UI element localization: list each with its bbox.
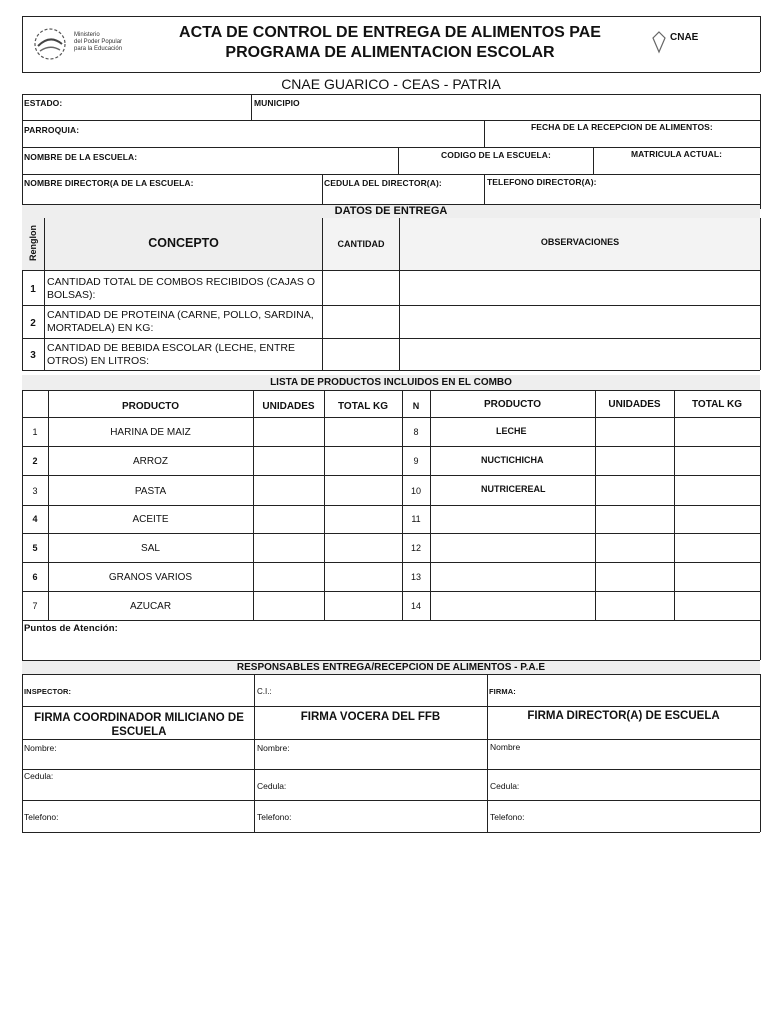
- product-number: 6: [32, 572, 38, 582]
- ministry-logo-line: del Poder Popular: [74, 39, 123, 45]
- estado-label: ESTADO:: [24, 98, 63, 108]
- director-nombre-label: Nombre: [490, 742, 521, 752]
- product-number: 11: [411, 514, 421, 524]
- product-number: 2: [32, 456, 38, 466]
- matricula-label: MATRICULA ACTUAL:: [631, 149, 723, 159]
- cnae-logo-text: CNAE: [670, 32, 699, 43]
- coordinador-cedula-label: Cedula:: [24, 771, 54, 781]
- telefono-director-label: TELEFONO DIRECTOR(A):: [487, 177, 597, 187]
- datos-row-number: 3: [30, 350, 36, 361]
- product-name: NUTRICEREAL: [481, 484, 546, 494]
- ministry-logo-line: para la Educación: [74, 46, 123, 52]
- product-name: HARINA DE MAIZ: [110, 427, 191, 438]
- product-number: 12: [410, 543, 421, 553]
- codigo-escuela-label: CODIGO DE LA ESCUELA:: [441, 150, 551, 160]
- fecha-recepcion-label: FECHA DE LA RECEPCION DE ALIMENTOS:: [531, 122, 713, 132]
- product-name: SAL: [141, 543, 160, 554]
- renglon-header-label: Renglon: [28, 225, 38, 261]
- director-name-label: NOMBRE DIRECTOR(A DE LA ESCUELA:: [24, 178, 194, 188]
- product-number: 10: [410, 486, 421, 496]
- coordinador-telefono-label: Telefono:: [24, 812, 59, 822]
- vocera-telefono-label: Telefono:: [257, 812, 292, 822]
- director-cedula-label: Cedula:: [490, 781, 520, 791]
- nombre-escuela-label: NOMBRE DE LA ESCUELA:: [24, 152, 138, 162]
- concepto-header: CONCEPTO: [148, 236, 219, 250]
- datos-row-concept-line: OTROS) EN LITROS:: [47, 355, 150, 367]
- datos-row-concept-line: CANTIDAD TOTAL DE COMBOS RECIBIDOS (CAJAS O: [47, 276, 315, 288]
- datos-row-concept-line: BOLSAS):: [47, 289, 96, 301]
- product-name: AZUCAR: [129, 601, 172, 612]
- productos-col-producto-right: PRODUCTO: [483, 399, 542, 410]
- cnae-logo: [650, 30, 740, 58]
- inspector-firma-label: FIRMA:: [489, 687, 516, 696]
- firma-coordinador-heading: FIRMA COORDINADOR MILICIANO DE ESCUELA: [34, 712, 244, 738]
- datos-row-number: 2: [30, 318, 36, 329]
- productos-col-total: TOTAL KG: [338, 401, 388, 412]
- cantidad-header: CANTIDAD: [337, 239, 385, 249]
- productos-col-unidades-right: UNIDADES: [608, 399, 661, 410]
- productos-heading: LISTA DE PRODUCTOS INCLUIDOS EN EL COMBO: [22, 375, 760, 390]
- firma-vocera-heading: FIRMA VOCERA DEL FFB: [300, 711, 441, 723]
- product-number: 7: [32, 601, 38, 611]
- vocera-cedula-label: Cedula:: [257, 781, 287, 791]
- datos-row-concept-line: MORTADELA) EN KG:: [47, 322, 154, 334]
- product-number: 13: [410, 572, 421, 582]
- product-name: LECHE: [496, 426, 527, 436]
- puntos-atencion-label: Puntos de Atención:: [24, 623, 118, 634]
- product-number: 4: [32, 514, 38, 524]
- datos-entrega-heading: DATOS DE ENTREGA: [22, 204, 760, 218]
- director-telefono-label: Telefono:: [490, 812, 525, 822]
- datos-row-concept-line: CANTIDAD DE BEBIDA ESCOLAR (LECHE, ENTRE: [47, 342, 295, 354]
- document-subtitle: PROGRAMA DE ALIMENTACION ESCOLAR: [225, 44, 555, 61]
- parroquia-label: PARROQUIA:: [24, 125, 80, 135]
- datos-row-concept-line: CANTIDAD DE PROTEINA (CARNE, POLLO, SARDINA,: [47, 309, 314, 321]
- productos-col-n: N: [412, 401, 420, 411]
- product-name: ACEITE: [132, 514, 169, 525]
- product-name: PASTA: [134, 486, 167, 497]
- inspector-ci-label: C.I.:: [257, 687, 272, 696]
- cedula-director-label: CEDULA DEL DIRECTOR(A):: [324, 178, 442, 188]
- ministry-logo: [30, 26, 140, 66]
- productos-col-unidades: UNIDADES: [262, 401, 315, 412]
- product-number: 9: [413, 456, 419, 466]
- product-number: 8: [413, 427, 419, 437]
- product-name: GRANOS VARIOS: [108, 572, 193, 583]
- ministry-seal-icon: [30, 26, 70, 62]
- region-title: CNAE GUARICO - CEAS - PATRIA: [281, 76, 501, 92]
- productos-col-total-right: TOTAL KG: [692, 399, 742, 410]
- product-name: NUCTICHICHA: [481, 455, 544, 465]
- product-name: ARROZ: [133, 456, 168, 467]
- municipio-label: MUNICIPIO: [254, 98, 300, 108]
- responsables-heading: RESPONSABLES ENTREGA/RECEPCION DE ALIMENTOS - P.A.E: [22, 661, 760, 674]
- ministry-logo-line: Ministerio: [74, 32, 100, 38]
- document-title: ACTA DE CONTROL DE ENTREGA DE ALIMENTOS PAE: [179, 24, 601, 41]
- productos-col-producto: PRODUCTO: [121, 401, 180, 412]
- product-number: 5: [32, 543, 38, 553]
- product-number: 14: [410, 601, 421, 611]
- coordinador-nombre-label: Nombre:: [24, 743, 57, 753]
- observaciones-header: OBSERVACIONES: [540, 237, 620, 247]
- vocera-nombre-label: Nombre:: [257, 743, 290, 753]
- firma-director-heading: FIRMA DIRECTOR(A) DE ESCUELA: [527, 710, 720, 722]
- cnae-emblem-icon: [650, 30, 668, 54]
- product-number: 1: [32, 427, 38, 437]
- datos-row-number: 1: [30, 284, 36, 295]
- inspector-label: INSPECTOR:: [24, 687, 72, 696]
- product-number: 3: [32, 486, 38, 496]
